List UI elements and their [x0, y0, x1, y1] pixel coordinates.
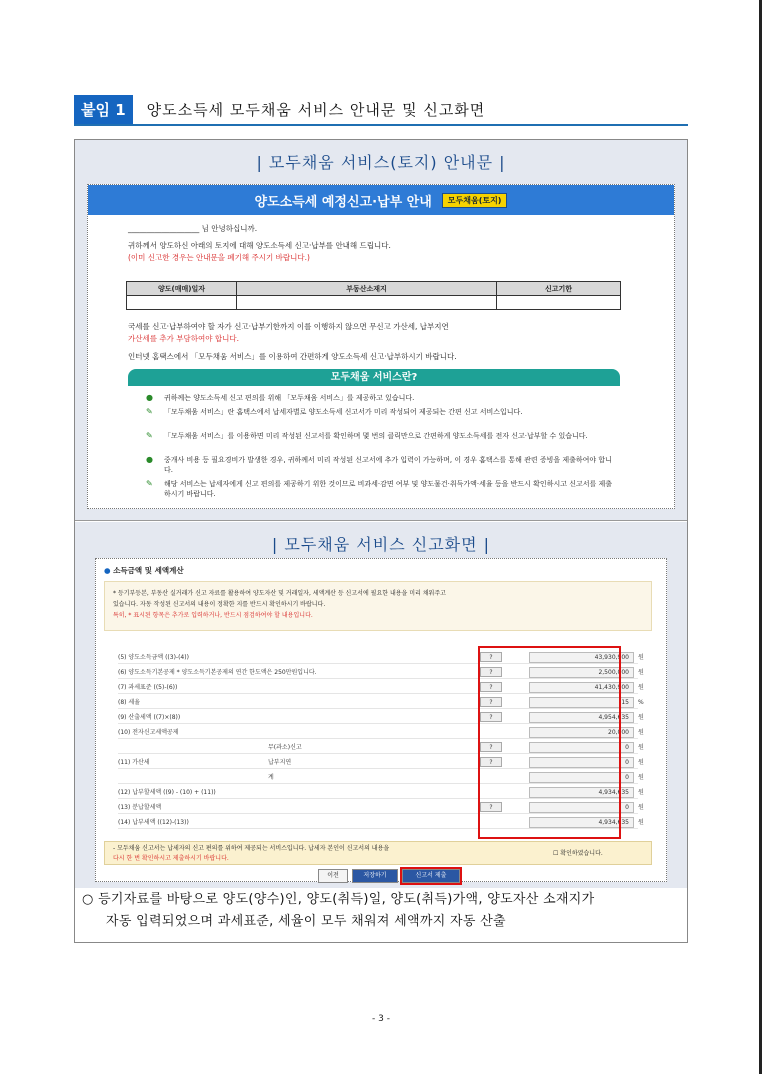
row-value-field[interactable]: 2,500,000 — [529, 667, 634, 678]
row-value-field[interactable]: 15 — [529, 697, 634, 708]
row-label: (6) 양도소득기본공제 * 양도소득기본공제의 연간 한도액은 250만원입니다. — [118, 669, 317, 676]
row-label: (7) 과세표준 ((5)-(6)) — [118, 684, 178, 691]
filing-screen-section — [75, 522, 687, 888]
notice-card — [87, 184, 675, 509]
section-label: ● 소득금액 및 세액계산 — [104, 566, 184, 575]
row-value-field[interactable]: 20,000 — [529, 727, 634, 738]
service-info-box — [128, 369, 620, 503]
row-label: (11) 가산세 — [118, 759, 150, 766]
circle-icon: ● — [104, 566, 111, 575]
service-item: ● 중개사 비용 등 필요경비가 발생한 경우, 귀하께서 미리 작성된 신고서에 추가 입력이 가능하며, 이 경우 홈택스를 통해 관련 증빙을 제출하여야 합니다. — [146, 455, 612, 474]
table-header: 신고기한 — [497, 282, 621, 296]
info-line: 있습니다. 자동 작성된 신고서의 내용이 정확한 지를 반드시 확인하시기 바랍니다. — [113, 601, 326, 608]
penalty-text: 국세를 신고·납부하여야 할 자가 신고·납부기한까지 이를 이행하지 않으면 무신고 가산세, 납부지연 — [128, 322, 449, 331]
info-line: 특히, * 표시된 항목은 추가로 입력하거나, 반드시 점검하여야 할 내용입니다. — [113, 612, 313, 619]
attachment-heading — [74, 94, 688, 126]
content-box — [74, 139, 688, 943]
row-sublabel: 무(과소)신고 — [268, 744, 302, 751]
service-item: ✎ 해당 서비스는 납세자에게 신고 편의를 제공하기 위한 것이므로 비과세·감면 여부 및 양도물건·취득가액·세율 등을 반드시 확인하시고 신고서를 제출하시기 바랍니다. — [146, 479, 612, 498]
row-unit: % — [638, 699, 644, 706]
service-info-title: 모두채움 서비스란? — [128, 369, 620, 386]
row-label: (5) 양도소득금액 ((3)-(4)) — [118, 654, 189, 661]
service-item: ● 귀하께는 양도소득세 신고 편의를 위해 「모두채움 서비스」를 제공하고 있습니다. — [146, 393, 415, 402]
pen-icon: ✎ — [146, 407, 153, 416]
row-unit: 원 — [638, 804, 644, 811]
row-unit: 원 — [638, 684, 644, 691]
row-unit: 원 — [638, 714, 644, 721]
row-value-field[interactable]: 0 — [529, 802, 634, 813]
table-header: 부동산소재지 — [237, 282, 497, 296]
row-unit: 원 — [638, 789, 644, 796]
row-label: (10) 전자신고세액공제 — [118, 729, 179, 736]
help-button[interactable]: ? — [480, 682, 502, 692]
service-item: ✎ 「모두채움 서비스」란 홈택스에서 납세자별로 양도소득세 신고서가 미리 작성되어 제공되는 간편 신고 서비스입니다. — [146, 407, 523, 416]
row-value-field[interactable]: 4,934,635 — [529, 787, 634, 798]
row-label: (8) 세율 — [118, 699, 140, 706]
confirm-notice — [104, 841, 652, 865]
row-value-field[interactable]: 0 — [529, 772, 634, 783]
confirm-checkbox[interactable]: ☐ 확인하였습니다. — [553, 850, 603, 857]
attachment-title: 양도소득세 모두채움 서비스 안내문 및 신고화면 — [146, 100, 486, 119]
row-label: (13) 분납할세액 — [118, 804, 162, 811]
save-button[interactable]: 저장하기 — [352, 869, 398, 883]
info-box — [104, 581, 652, 631]
penalty-text-2: 가산세를 추가 부담하여야 합니다. — [128, 334, 239, 343]
row-value-field[interactable]: 0 — [529, 742, 634, 753]
row-unit: 원 — [638, 819, 644, 826]
row-value-field[interactable]: 43,930,900 — [529, 652, 634, 663]
filing-section-title: | 모두채움 서비스 신고화면 | — [271, 535, 491, 554]
intro-line: 귀하께서 양도하신 아래의 토지에 대해 양도소득세 신고·납부를 안내해 드립니다. — [128, 241, 391, 250]
row-unit: 원 — [638, 774, 644, 781]
summary-line-1: ○ 등기자료를 바탕으로 양도(양수)인, 양도(취득)일, 양도(취득)가액, 양도자산 소재지가 — [82, 892, 595, 907]
notice-line: 다시 한 번 확인하시고 제출하시기 바랍니다. — [113, 855, 229, 862]
table-cell — [237, 296, 497, 310]
notice-section — [75, 140, 687, 521]
summary-note — [82, 889, 692, 933]
row-unit: 원 — [638, 669, 644, 676]
table-header: 양도(매매)일자 — [127, 282, 237, 296]
page-number: - 3 - — [372, 1014, 390, 1024]
row-unit: 원 — [638, 759, 644, 766]
row-value-field[interactable]: 41,430,900 — [529, 682, 634, 693]
notice-section-title: | 모두채움 서비스(토지) 안내문 | — [256, 153, 506, 172]
table-cell — [497, 296, 621, 310]
row-value-field[interactable]: 0 — [529, 757, 634, 768]
row-label: (9) 산출세액 ((7)×(8)) — [118, 714, 181, 721]
highlight-box — [478, 646, 621, 839]
row-value-field[interactable]: 4,934,635 — [529, 817, 634, 828]
notice-tag: 모두채움(토지) — [442, 193, 508, 208]
table-cell — [127, 296, 237, 310]
greeting: ___________________ 님 안녕하십니까. — [128, 224, 258, 233]
row-unit: 원 — [638, 744, 644, 751]
help-button[interactable]: ? — [480, 697, 502, 707]
pen-icon: ✎ — [146, 431, 153, 440]
help-button[interactable]: ? — [480, 802, 502, 812]
info-line: * 등기부등본, 부동산 실거래가 신고 자료를 활용하여 양도자산 및 거래일자, 세액계산 등 신고서에 필요한 내용을 미리 채워주고 — [113, 590, 446, 597]
help-button[interactable]: ? — [480, 652, 502, 662]
help-button[interactable]: ? — [480, 667, 502, 677]
intro-note: (이미 신고한 경우는 안내문을 폐기해 주시기 바랍니다.) — [128, 253, 310, 262]
filing-screen-card — [95, 558, 667, 882]
speaker-icon: ● — [146, 393, 153, 402]
prev-button[interactable]: 이전 — [318, 869, 348, 883]
notice-title-bar — [88, 185, 674, 215]
hometax-guide: 인터넷 홈택스에서 「모두채움 서비스」를 이용하여 간편하게 양도소득세 신고·납부하시기 바랍니다. — [128, 352, 457, 361]
row-value-field[interactable]: 4,954,635 — [529, 712, 634, 723]
pen-icon: ✎ — [146, 479, 153, 488]
submit-button[interactable]: 신고서 제출 — [402, 869, 460, 883]
row-unit: 원 — [638, 729, 644, 736]
summary-line-2: 자동 입력되었으며 과세표준, 세율이 모두 채워져 세액까지 자동 산출 — [106, 914, 506, 929]
help-button[interactable]: ? — [480, 712, 502, 722]
notice-line: - 모두채움 신고서는 납세자의 신고 편의를 위하여 제공되는 서비스입니다. 납세자 본인이 신고서의 내용을 — [113, 845, 390, 852]
row-sublabel: 납부지연 — [268, 759, 292, 766]
attachment-badge: 붙임 1 — [74, 95, 133, 124]
row-unit: 원 — [638, 654, 644, 661]
row-label: (14) 납부세액 ((12)-(13)) — [118, 819, 189, 826]
notice-title: 양도소득세 예정신고·납부 안내 — [254, 194, 432, 210]
help-button[interactable]: ? — [480, 757, 502, 767]
transfer-table — [126, 281, 621, 310]
row-label: (12) 납부할세액 ((9) - (10) + (11)) — [118, 789, 216, 796]
row-sublabel: 계 — [268, 774, 274, 781]
help-button[interactable]: ? — [480, 742, 502, 752]
service-item: ✎ 「모두채움 서비스」를 이용하면 미리 작성된 신고서를 확인하며 몇 번의 클릭만으로 간편하게 양도소득세를 전자 신고·납부할 수 있습니다. — [146, 431, 588, 440]
speaker-icon: ● — [146, 455, 153, 464]
